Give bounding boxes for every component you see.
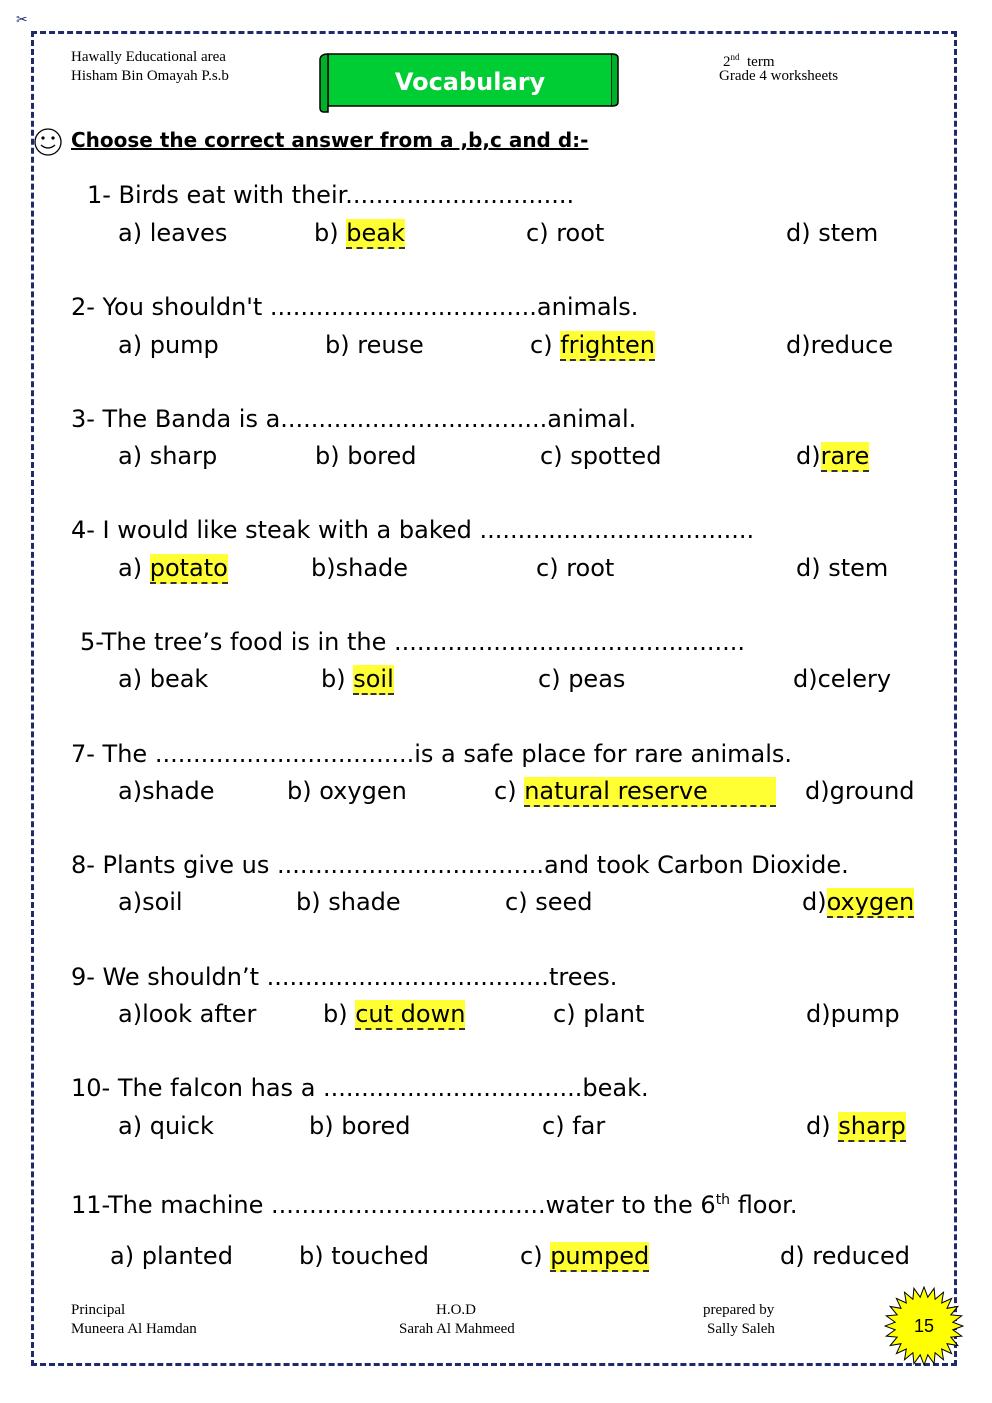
answer-highlight: soil bbox=[353, 665, 394, 693]
hod-title: H.O.D bbox=[436, 1302, 476, 1318]
question-4: 4- I would like steak with a baked .................................... bbox=[71, 516, 755, 544]
answer-highlight: frighten bbox=[560, 331, 656, 359]
option-a: a) beak bbox=[118, 665, 209, 693]
answer-highlight: rare bbox=[820, 442, 870, 470]
option-c: c) spotted bbox=[540, 442, 662, 470]
option-d: d)reduce bbox=[786, 331, 894, 359]
instruction-text: Choose the correct answer from a ,b,c and d:- bbox=[71, 128, 589, 152]
option-b: b) reuse bbox=[325, 331, 424, 359]
option-a: a) potato bbox=[118, 554, 228, 582]
answer-highlight: oxygen bbox=[826, 888, 915, 916]
option-b: b) soil bbox=[321, 665, 394, 693]
option-d: d) sharp bbox=[806, 1112, 906, 1140]
option-c: c) far bbox=[542, 1112, 606, 1140]
option-d: d) stem bbox=[786, 219, 879, 247]
page-number: 15 bbox=[913, 1316, 935, 1336]
option-c: c) natural reserve bbox=[494, 777, 777, 805]
option-c: c) pumped bbox=[520, 1242, 650, 1270]
answer-highlight: potato bbox=[149, 554, 228, 582]
answer-highlight: cut down bbox=[355, 1000, 466, 1028]
hod-name: Sarah Al Mahmeed bbox=[399, 1321, 515, 1337]
option-b: b) touched bbox=[299, 1242, 429, 1270]
option-b: b) shade bbox=[296, 888, 401, 916]
question-5: 5-The tree’s food is in the .............................................. bbox=[80, 628, 745, 656]
smiley-icon bbox=[33, 127, 63, 157]
option-b: b) oxygen bbox=[287, 777, 407, 805]
option-c: c) seed bbox=[505, 888, 593, 916]
term-label: 2nd term bbox=[723, 52, 775, 70]
option-a: a)soil bbox=[118, 888, 183, 916]
option-c: c) plant bbox=[553, 1000, 645, 1028]
option-d: d)rare bbox=[796, 442, 870, 470]
option-d: d) stem bbox=[796, 554, 889, 582]
option-a: a) planted bbox=[110, 1242, 233, 1270]
option-d: d) reduced bbox=[780, 1242, 910, 1270]
question-9: 9- We shouldn’t .....................................trees. bbox=[71, 963, 618, 991]
option-d: d)celery bbox=[793, 665, 892, 693]
option-a: a)shade bbox=[118, 777, 215, 805]
answer-highlight: pumped bbox=[550, 1242, 650, 1270]
option-c: c) root bbox=[536, 554, 615, 582]
option-d: d)oxygen bbox=[802, 888, 915, 916]
prepared-by-title: prepared by bbox=[703, 1302, 775, 1318]
school-name: Hisham Bin Omayah P.s.b bbox=[71, 68, 229, 84]
option-b: b) bored bbox=[315, 442, 417, 470]
answer-highlight: sharp bbox=[838, 1112, 906, 1140]
question-7: 7- The ..................................is a safe place for rare animals. bbox=[71, 740, 793, 768]
option-b: b) cut down bbox=[323, 1000, 466, 1028]
question-1: 1- Birds eat with their.............................. bbox=[87, 181, 575, 209]
principal-name: Muneera Al Hamdan bbox=[71, 1321, 197, 1337]
option-a: a) quick bbox=[118, 1112, 214, 1140]
option-d: d)ground bbox=[805, 777, 915, 805]
answer-highlight: natural reserve bbox=[524, 777, 777, 805]
option-c: c) root bbox=[526, 219, 605, 247]
grade-label: Grade 4 worksheets bbox=[719, 68, 839, 84]
option-b: b)shade bbox=[311, 554, 409, 582]
question-2: 2- You shouldn't ...................................animals. bbox=[71, 293, 639, 321]
banner-title: Vocabulary bbox=[394, 68, 546, 96]
option-b: b) bored bbox=[309, 1112, 411, 1140]
question-11: 11-The machine ....................................water to the 6th floor. bbox=[71, 1191, 798, 1219]
principal-title: Principal bbox=[71, 1302, 126, 1318]
prepared-by-name: Sally Saleh bbox=[707, 1321, 775, 1337]
option-c: c) frighten bbox=[530, 331, 656, 359]
option-c: c) peas bbox=[538, 665, 626, 693]
answer-highlight: beak bbox=[346, 219, 405, 247]
option-a: a) pump bbox=[118, 331, 219, 359]
option-d: d)pump bbox=[806, 1000, 900, 1028]
question-10: 10- The falcon has a ..................................beak. bbox=[71, 1074, 649, 1102]
question-3: 3- The Banda is a...................................animal. bbox=[71, 405, 637, 433]
scissors-icon: ✂ bbox=[16, 12, 28, 28]
option-a: a) leaves bbox=[118, 219, 228, 247]
school-area: Hawally Educational area bbox=[71, 49, 226, 65]
option-a: a)look after bbox=[118, 1000, 257, 1028]
question-8: 8- Plants give us ...................................and took Carbon Dioxide. bbox=[71, 851, 849, 879]
option-b: b) beak bbox=[314, 219, 405, 247]
option-a: a) sharp bbox=[118, 442, 218, 470]
